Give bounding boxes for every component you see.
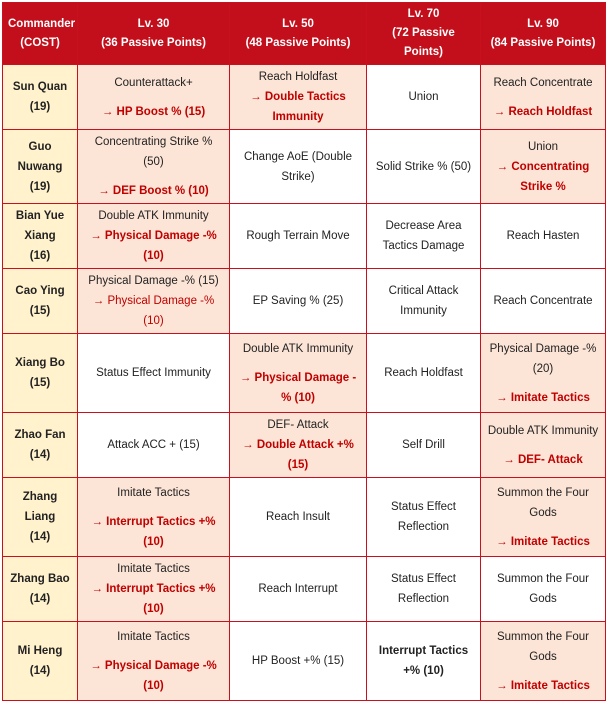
passive-cell: Double ATK Immunity → Physical Damage -% (10): [78, 204, 230, 269]
passive-cell: Imitate Tactics → Interrupt Tactics +% (10): [78, 557, 230, 622]
passive-points-table: [2, 2, 606, 701]
passive-cell: Critical Attack Immunity: [367, 269, 481, 334]
commander-cell: Xiang Bo (15): [3, 334, 78, 413]
passive-cell: Reach Insult: [230, 478, 367, 557]
passive-cell: Rough Terrain Move: [230, 204, 367, 269]
commander-cell: Guo Nuwang (19): [3, 130, 78, 204]
passive-cell: DEF- Attack → Double Attack +% (15): [230, 413, 367, 478]
passive-cell: Summon the Four Gods → Imitate Tactics: [481, 478, 606, 557]
commander-cell: Sun Quan (19): [3, 65, 78, 130]
header-row: [3, 3, 606, 65]
passive-cell: Union → Concentrating Strike %: [481, 130, 606, 204]
passive-cell: EP Saving % (25): [230, 269, 367, 334]
passive-cell: Physical Damage -% (20) → Imitate Tactics: [481, 334, 606, 413]
header-lv50: Lv. 50 (48 Passive Points): [230, 3, 367, 65]
passive-cell: Status Effect Reflection: [367, 557, 481, 622]
passive-cell: Summon the Four Gods: [481, 557, 606, 622]
passive-cell: Double ATK Immunity → Physical Damage -% (10): [230, 334, 367, 413]
passive-cell: Counterattack+ → HP Boost % (15): [78, 65, 230, 130]
header-lv30: Lv. 30 (36 Passive Points): [78, 3, 230, 65]
passive-cell: Imitate Tactics → Interrupt Tactics +% (10): [78, 478, 230, 557]
passive-cell: Imitate Tactics → Physical Damage -% (10): [78, 622, 230, 701]
table-row: [3, 269, 606, 334]
passive-cell: Concentrating Strike % (50) → DEF Boost % (10): [78, 130, 230, 204]
passive-cell: Decrease Area Tactics Damage: [367, 204, 481, 269]
commander-cell: Zhang Liang (14): [3, 478, 78, 557]
passive-cell: Reach Holdfast → Double Tactics Immunity: [230, 65, 367, 130]
passive-cell: Change AoE (Double Strike): [230, 130, 367, 204]
table-row: [3, 622, 606, 701]
table-row: [3, 65, 606, 130]
table-row: [3, 204, 606, 269]
passive-cell: Status Effect Immunity: [78, 334, 230, 413]
passive-cell: Interrupt Tactics +% (10): [367, 622, 481, 701]
commander-cell: Zhao Fan (14): [3, 413, 78, 478]
commander-cell: Cao Ying (15): [3, 269, 78, 334]
header-lv70: Lv. 70 (72 Passive Points): [367, 3, 481, 65]
passive-cell: Reach Concentrate → Reach Holdfast: [481, 65, 606, 130]
passive-cell: Double ATK Immunity → DEF- Attack: [481, 413, 606, 478]
passive-cell: Attack ACC + (15): [78, 413, 230, 478]
table-row: [3, 478, 606, 557]
commander-cell: Mi Heng (14): [3, 622, 78, 701]
passive-cell: Union: [367, 65, 481, 130]
passive-cell: Reach Holdfast: [367, 334, 481, 413]
commander-cell: Bian Yue Xiang (16): [3, 204, 78, 269]
passive-cell: Reach Interrupt: [230, 557, 367, 622]
header-lv90: Lv. 90 (84 Passive Points): [481, 3, 606, 65]
header-commander: Commander (COST): [3, 3, 78, 65]
passive-cell: Summon the Four Gods → Imitate Tactics: [481, 622, 606, 701]
passive-cell: Physical Damage -% (15) → Physical Damage -% (10): [78, 269, 230, 334]
table-row: [3, 413, 606, 478]
table-row: [3, 557, 606, 622]
commander-cell: Zhang Bao (14): [3, 557, 78, 622]
passive-cell: Self Drill: [367, 413, 481, 478]
passive-cell: HP Boost +% (15): [230, 622, 367, 701]
passive-cell: Solid Strike % (50): [367, 130, 481, 204]
table-row: [3, 130, 606, 204]
passive-cell: Reach Concentrate: [481, 269, 606, 334]
passive-cell: Reach Hasten: [481, 204, 606, 269]
passive-cell: Status Effect Reflection: [367, 478, 481, 557]
table-row: [3, 334, 606, 413]
